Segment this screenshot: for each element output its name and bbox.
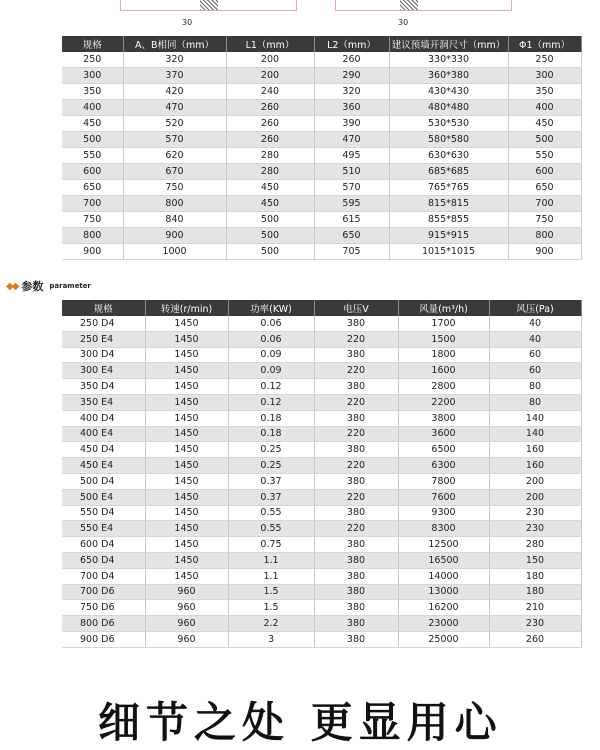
table-cell: 750 — [508, 212, 581, 228]
parameter-table — [62, 300, 582, 648]
table-cell: 840 — [123, 212, 226, 228]
table-cell: 200 — [489, 473, 581, 489]
table-cell: 900 D6 — [62, 631, 145, 647]
table-cell: 450 — [62, 116, 123, 132]
table-cell: 500 — [226, 212, 314, 228]
table-cell: 670 — [123, 164, 226, 180]
table-cell: 280 — [226, 164, 314, 180]
table-cell: 1.5 — [228, 600, 314, 616]
table-cell: 530*530 — [389, 116, 508, 132]
table-cell: 260 — [226, 100, 314, 116]
table-cell: 380 — [314, 316, 398, 331]
table-cell: 500 D4 — [62, 473, 145, 489]
table-cell: 0.09 — [228, 347, 314, 363]
table-cell: 380 — [314, 442, 398, 458]
table-cell: 500 — [508, 132, 581, 148]
table-cell: 700 — [508, 196, 581, 212]
table-cell: 1450 — [145, 521, 228, 537]
table-cell: 40 — [489, 331, 581, 347]
table-cell: 450 D4 — [62, 442, 145, 458]
table-cell: 500 E4 — [62, 489, 145, 505]
table-row — [62, 631, 581, 647]
table-row — [62, 164, 581, 180]
table-cell: 250 E4 — [62, 331, 145, 347]
table-cell: 40 — [489, 316, 581, 331]
section-title: 参数 — [21, 280, 44, 293]
table-cell: 400 E4 — [62, 426, 145, 442]
column-header: 转速(r/min) — [145, 300, 228, 316]
table-cell: 520 — [123, 116, 226, 132]
table-cell: 1450 — [145, 410, 228, 426]
table-cell: 380 — [314, 584, 398, 600]
table-row — [62, 616, 581, 632]
table-cell: 450 — [508, 116, 581, 132]
table-cell: 380 — [314, 568, 398, 584]
table-cell: 580*580 — [389, 132, 508, 148]
table-row — [62, 52, 581, 68]
table-cell: 380 — [314, 505, 398, 521]
table-cell: 400 — [62, 100, 123, 116]
table-cell: 1500 — [398, 331, 489, 347]
table-cell: 1450 — [145, 394, 228, 410]
table-cell: 320 — [314, 84, 389, 100]
table-cell: 260 — [226, 116, 314, 132]
table-cell: 650 — [62, 180, 123, 196]
table-cell: 280 — [489, 537, 581, 553]
hatch-left — [200, 0, 218, 10]
table-cell: 1000 — [123, 244, 226, 260]
table-cell: 380 — [314, 616, 398, 632]
table-cell: 1450 — [145, 426, 228, 442]
table-cell: 160 — [489, 442, 581, 458]
table-cell: 855*855 — [389, 212, 508, 228]
hatch-right — [400, 0, 418, 10]
table-row — [62, 442, 581, 458]
table-cell: 23000 — [398, 616, 489, 632]
table-cell: 6300 — [398, 458, 489, 474]
table-cell: 600 D4 — [62, 537, 145, 553]
column-header: 风压(Pa) — [489, 300, 581, 316]
table-row — [62, 521, 581, 537]
table-cell: 250 D4 — [62, 316, 145, 331]
table-cell: 800 — [508, 228, 581, 244]
table-cell: 200 — [226, 68, 314, 84]
table-cell: 1015*1015 — [389, 244, 508, 260]
table-cell: 400 — [508, 100, 581, 116]
table-cell: 0.12 — [228, 379, 314, 395]
table-cell: 220 — [314, 394, 398, 410]
table-cell: 16200 — [398, 600, 489, 616]
table-cell: 7800 — [398, 473, 489, 489]
table-cell: 380 — [314, 537, 398, 553]
table-cell: 570 — [123, 132, 226, 148]
table-cell: 620 — [123, 148, 226, 164]
table-cell: 290 — [314, 68, 389, 84]
table-cell: 0.55 — [228, 505, 314, 521]
table-cell: 2.2 — [228, 616, 314, 632]
table-cell: 0.37 — [228, 473, 314, 489]
table-row — [62, 537, 581, 553]
table-cell: 260 — [226, 132, 314, 148]
table-cell: 250 — [508, 52, 581, 68]
table-cell: 380 — [314, 631, 398, 647]
table-row — [62, 212, 581, 228]
dimension-label-right: 30 — [398, 18, 409, 27]
table-cell: 450 — [226, 196, 314, 212]
table-cell: 900 — [508, 244, 581, 260]
table-row — [62, 410, 581, 426]
table-cell: 1.5 — [228, 584, 314, 600]
table-cell: 1450 — [145, 442, 228, 458]
table-cell: 1450 — [145, 458, 228, 474]
table-cell: 180 — [489, 584, 581, 600]
column-header: 规格 — [62, 300, 145, 316]
table-cell: 570 — [314, 180, 389, 196]
table-cell: 550 E4 — [62, 521, 145, 537]
table-cell: 220 — [314, 489, 398, 505]
table-cell: 320 — [123, 52, 226, 68]
table-cell: 1450 — [145, 489, 228, 505]
table-cell: 960 — [145, 600, 228, 616]
table-cell: 765*765 — [389, 180, 508, 196]
table-cell: 8300 — [398, 521, 489, 537]
table-cell: 1450 — [145, 331, 228, 347]
table-row — [62, 489, 581, 505]
table-row — [62, 116, 581, 132]
table-cell: 450 — [226, 180, 314, 196]
table-row — [62, 584, 581, 600]
section-subtitle: parameter — [49, 282, 91, 290]
table-cell: 390 — [314, 116, 389, 132]
table-cell: 220 — [314, 521, 398, 537]
table-cell: 1450 — [145, 537, 228, 553]
table-cell: 1600 — [398, 363, 489, 379]
table-cell: 230 — [489, 505, 581, 521]
table-cell: 1450 — [145, 347, 228, 363]
table-cell: 685*685 — [389, 164, 508, 180]
table-cell: 25000 — [398, 631, 489, 647]
column-header: A、B相同（mm） — [123, 36, 226, 52]
table-cell: 500 — [62, 132, 123, 148]
table-cell: 500 — [226, 228, 314, 244]
table-cell: 0.55 — [228, 521, 314, 537]
table-cell: 200 — [226, 52, 314, 68]
table-cell: 900 — [62, 244, 123, 260]
table-cell: 13000 — [398, 584, 489, 600]
table-cell: 595 — [314, 196, 389, 212]
table-cell: 360*380 — [389, 68, 508, 84]
table-row — [62, 505, 581, 521]
table-cell: 200 — [489, 489, 581, 505]
table-cell: 400 D4 — [62, 410, 145, 426]
table-cell: 210 — [489, 600, 581, 616]
table-cell: 800 D6 — [62, 616, 145, 632]
table-row — [62, 180, 581, 196]
table-cell: 750 D6 — [62, 600, 145, 616]
table-row — [62, 244, 581, 260]
table-cell: 280 — [226, 148, 314, 164]
table-row — [62, 100, 581, 116]
table-row — [62, 458, 581, 474]
table-cell: 900 — [123, 228, 226, 244]
table-cell: 300 — [62, 68, 123, 84]
table-cell: 550 — [508, 148, 581, 164]
table-cell: 350 E4 — [62, 394, 145, 410]
table-cell: 380 — [314, 600, 398, 616]
table-cell: 0.25 — [228, 458, 314, 474]
table-row — [62, 148, 581, 164]
table-cell: 7600 — [398, 489, 489, 505]
table-cell: 350 — [508, 84, 581, 100]
table-cell: 420 — [123, 84, 226, 100]
table-cell: 9300 — [398, 505, 489, 521]
table-cell: 6500 — [398, 442, 489, 458]
table-cell: 220 — [314, 426, 398, 442]
table-row — [62, 228, 581, 244]
table-cell: 370 — [123, 68, 226, 84]
table-cell: 3800 — [398, 410, 489, 426]
footer-slogan: 细节之处 更显用心 — [98, 698, 503, 747]
table-cell: 0.06 — [228, 331, 314, 347]
table-cell: 80 — [489, 379, 581, 395]
table-row — [62, 363, 581, 379]
table-cell: 915*915 — [389, 228, 508, 244]
table-cell: 3 — [228, 631, 314, 647]
column-header: L1（mm） — [226, 36, 314, 52]
dimensions-table — [62, 36, 582, 260]
table-cell: 2800 — [398, 379, 489, 395]
table-cell: 12500 — [398, 537, 489, 553]
table-cell: 380 — [314, 552, 398, 568]
table-cell: 300 E4 — [62, 363, 145, 379]
column-header: Φ1（mm） — [508, 36, 581, 52]
table-cell: 700 D6 — [62, 584, 145, 600]
table-cell: 140 — [489, 410, 581, 426]
table-cell: 550 D4 — [62, 505, 145, 521]
table-cell: 550 — [62, 148, 123, 164]
table-cell: 180 — [489, 568, 581, 584]
table-cell: 250 — [62, 52, 123, 68]
table-cell: 430*430 — [389, 84, 508, 100]
table-cell: 0.18 — [228, 410, 314, 426]
table-row — [62, 426, 581, 442]
table-cell: 700 D4 — [62, 568, 145, 584]
table-row — [62, 473, 581, 489]
table-cell: 450 E4 — [62, 458, 145, 474]
table-row — [62, 568, 581, 584]
table-cell: 2200 — [398, 394, 489, 410]
table-cell: 1450 — [145, 552, 228, 568]
dimension-label-left: 30 — [182, 18, 193, 27]
table-cell: 300 — [508, 68, 581, 84]
table-cell: 380 — [314, 347, 398, 363]
table-row — [62, 316, 581, 331]
table-row — [62, 600, 581, 616]
table-cell: 80 — [489, 394, 581, 410]
table-cell: 0.06 — [228, 316, 314, 331]
diamond-icon: ◆◆ — [6, 280, 18, 292]
column-header: 电压V — [314, 300, 398, 316]
table-cell: 380 — [314, 410, 398, 426]
table-cell: 220 — [314, 363, 398, 379]
table-cell: 1.1 — [228, 552, 314, 568]
table-cell: 960 — [145, 616, 228, 632]
table-row — [62, 379, 581, 395]
table-cell: 300 D4 — [62, 347, 145, 363]
table-cell: 0.37 — [228, 489, 314, 505]
table-cell: 0.25 — [228, 442, 314, 458]
column-header: 风量(m³/h) — [398, 300, 489, 316]
table-cell: 600 — [508, 164, 581, 180]
table-cell: 470 — [314, 132, 389, 148]
table-cell: 960 — [145, 584, 228, 600]
table-cell: 800 — [123, 196, 226, 212]
table-cell: 380 — [314, 473, 398, 489]
table-cell: 1450 — [145, 379, 228, 395]
table-cell: 140 — [489, 426, 581, 442]
column-header: 功率(KW) — [228, 300, 314, 316]
table-cell: 230 — [489, 521, 581, 537]
table-cell: 1700 — [398, 316, 489, 331]
table-cell: 1.1 — [228, 568, 314, 584]
table-cell: 500 — [226, 244, 314, 260]
table-cell: 220 — [314, 458, 398, 474]
table-cell: 230 — [489, 616, 581, 632]
column-header: 建议预墙开洞尺寸（mm） — [389, 36, 508, 52]
table-cell: 650 — [508, 180, 581, 196]
table-cell: 260 — [489, 631, 581, 647]
table-cell: 750 — [62, 212, 123, 228]
table-cell: 480*480 — [389, 100, 508, 116]
parameter-section-header — [6, 278, 91, 294]
table-cell: 1800 — [398, 347, 489, 363]
table-cell: 220 — [314, 331, 398, 347]
table-cell: 650 — [314, 228, 389, 244]
table-cell: 260 — [314, 52, 389, 68]
table-cell: 800 — [62, 228, 123, 244]
table-cell: 0.09 — [228, 363, 314, 379]
table-cell: 600 — [62, 164, 123, 180]
table-cell: 160 — [489, 458, 581, 474]
table-cell: 700 — [62, 196, 123, 212]
table-cell: 615 — [314, 212, 389, 228]
table-cell: 1450 — [145, 505, 228, 521]
table-cell: 470 — [123, 100, 226, 116]
table-cell: 14000 — [398, 568, 489, 584]
table-cell: 60 — [489, 363, 581, 379]
column-header: L2（mm） — [314, 36, 389, 52]
table-cell: 0.12 — [228, 394, 314, 410]
table-cell: 150 — [489, 552, 581, 568]
table-cell: 350 — [62, 84, 123, 100]
table-cell: 16500 — [398, 552, 489, 568]
table-row — [62, 84, 581, 100]
table-cell: 630*630 — [389, 148, 508, 164]
table-cell: 360 — [314, 100, 389, 116]
table-row — [62, 132, 581, 148]
table-cell: 705 — [314, 244, 389, 260]
table-cell: 1450 — [145, 568, 228, 584]
table-row — [62, 347, 581, 363]
table-row — [62, 68, 581, 84]
table-cell: 0.18 — [228, 426, 314, 442]
table-cell: 1450 — [145, 363, 228, 379]
table-cell: 650 D4 — [62, 552, 145, 568]
drawing-right — [335, 0, 512, 11]
table-cell: 240 — [226, 84, 314, 100]
table-cell: 380 — [314, 379, 398, 395]
table-cell: 750 — [123, 180, 226, 196]
drawing-strip — [0, 0, 600, 34]
table-row — [62, 394, 581, 410]
table-row — [62, 331, 581, 347]
table-cell: 960 — [145, 631, 228, 647]
table-cell: 350 D4 — [62, 379, 145, 395]
table-cell: 60 — [489, 347, 581, 363]
table-cell: 510 — [314, 164, 389, 180]
table-row — [62, 196, 581, 212]
table-cell: 1450 — [145, 473, 228, 489]
table-cell: 3600 — [398, 426, 489, 442]
column-header: 规格 — [62, 36, 123, 52]
table-cell: 815*815 — [389, 196, 508, 212]
table-row — [62, 552, 581, 568]
table-cell: 1450 — [145, 316, 228, 331]
table-cell: 495 — [314, 148, 389, 164]
table-cell: 330*330 — [389, 52, 508, 68]
table-cell: 0.75 — [228, 537, 314, 553]
